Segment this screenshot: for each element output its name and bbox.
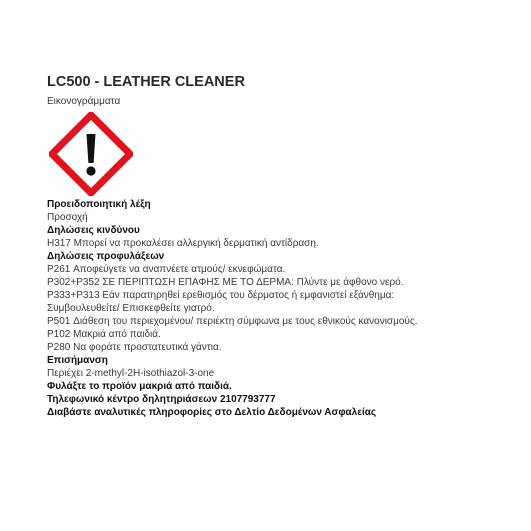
exclamation-mark-icon — [49, 112, 133, 196]
precaution-statement: P102 Μακριά από παιδιά. — [47, 329, 161, 340]
hazard-statements-heading: Δηλώσεις κινδύνου — [47, 225, 140, 236]
hazard-statement: H317 Μπορεί να προκαλέσει αλλεργική δερματική αντίδραση. — [47, 238, 319, 249]
precaution-statement: P501 Διάθεση του περιεχομένου/ περιέκτη σύμφωνα με τους εθνικούς κανονισμούς. — [47, 316, 418, 327]
keep-away-line: Φυλάξτε το προϊόν μακριά από παιδιά. — [47, 381, 232, 392]
precaution-statement: Συμβουλευθείτε/ Επισκεφθείτε γιατρό. — [47, 303, 215, 314]
notice-heading: Επισήμανση — [47, 355, 108, 366]
ghs07-pictogram — [49, 112, 133, 196]
contains-line: Περιέχει 2-methyl-2H-isothiazol-3-one — [47, 368, 215, 379]
signal-word-heading: Προειδοποιητική λέξη — [47, 199, 151, 210]
read-sds-line: Διαβάστε αναλυτικές πληροφορίες στο Δελτίο Δεδομένων Ασφαλείας — [47, 407, 377, 418]
poison-center-line: Τηλεφωνικό κέντρο δηλητηριάσεων 2107793777 — [47, 394, 276, 405]
precaution-statement: P333+P313 Εάν παρατηρηθεί ερεθισμός του δέρματος ή εμφανιστεί εξάνθημα: — [47, 290, 395, 301]
precaution-statement: P280 Να φοράτε προστατευτικά γάντια. — [47, 342, 222, 353]
product-title: LC500 - LEATHER CLEANER — [47, 74, 245, 90]
hazard-label — [47, 73, 517, 419]
precaution-statement: P302+P352 ΣΕ ΠΕΡΙΠΤΩΣΗ ΕΠΑΦΗΣ ΜΕ ΤΟ ΔΕΡΜΑ: Πλύντε με άφθονο νερό. — [47, 277, 404, 288]
pictograms-heading: Εικονογράμματα — [47, 96, 121, 107]
precautionary-statements-heading: Δηλώσεις προφυλάξεων — [47, 251, 165, 262]
signal-word: Προσοχή — [47, 212, 88, 223]
precaution-statement: P261 Αποφεύγετε να αναπνέετε ατμούς/ εκνεφώματα. — [47, 264, 286, 275]
